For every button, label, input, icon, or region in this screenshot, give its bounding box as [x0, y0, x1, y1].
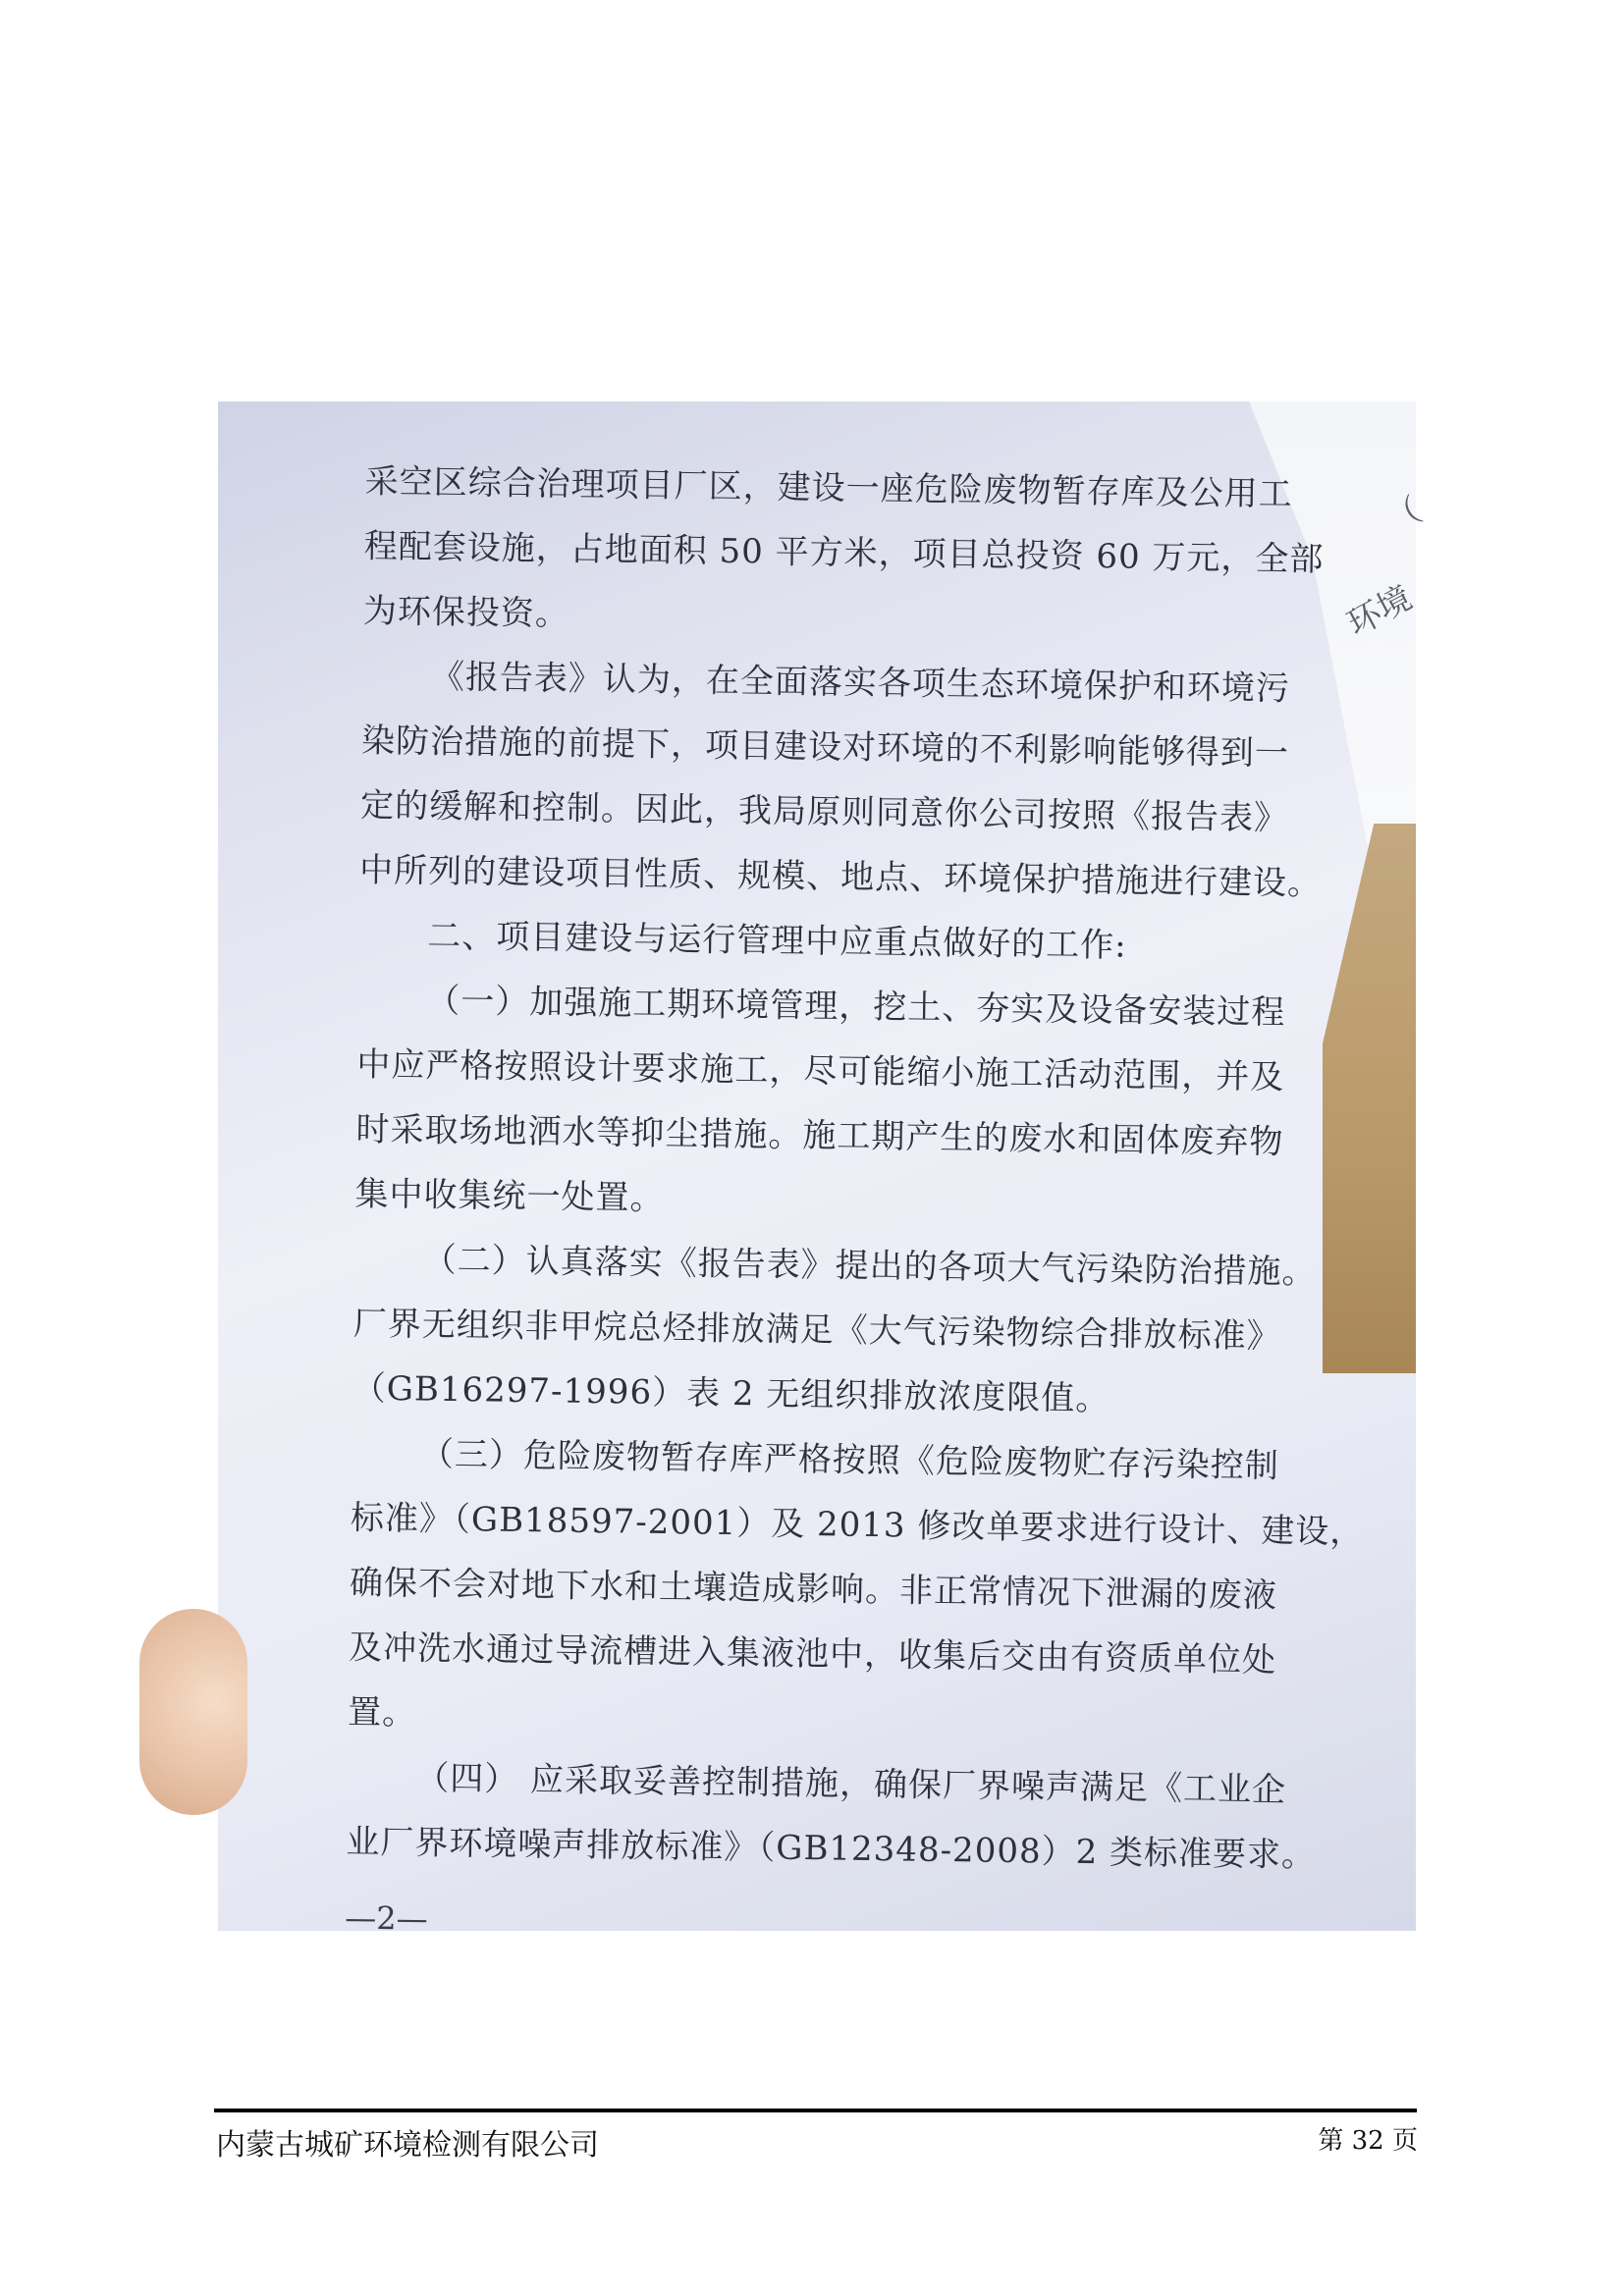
- doc-line: 确保不会对地下水和土壤造成影响。非正常情况下泄漏的废液: [349, 1563, 1278, 1616]
- doc-line: 为环保投资。: [362, 591, 570, 634]
- doc-line: （三）危险废物暂存库严格按照《危险废物贮存污染控制: [419, 1434, 1280, 1486]
- doc-line: 集中收集统一处置。: [354, 1174, 665, 1218]
- doc-line: 及冲洗水通过导流槽进入集液池中，收集后交由有资质单位处: [348, 1628, 1277, 1681]
- doc-line: 标准》（GB18597-2001）及 2013 修改单要求进行设计、建设，: [350, 1498, 1365, 1552]
- doc-line: 程配套设施，占地面积 50 平方米，项目总投资 60 万元，全部: [363, 526, 1325, 580]
- footer-page: 第 32 页: [1318, 2126, 1418, 2156]
- doc-line: 采空区综合治理项目厂区，建设一座危险废物暂存库及公用工: [364, 461, 1293, 514]
- document-bottom: [218, 401, 1416, 1931]
- page-number: —2—: [345, 1898, 428, 1938]
- doc-line: 中所列的建设项目性质、规模、地点、环境保护措施进行建设。: [358, 850, 1323, 904]
- doc-line: 厂界无组织非甲烷总烃排放满足《大气污染物综合排放标准》: [352, 1304, 1281, 1357]
- corner-text-env: 环境: [1340, 578, 1419, 645]
- doc-line: （二）认真落实《报告表》提出的各项大气污染防治措施。: [422, 1240, 1317, 1293]
- doc-line: 二、项目建设与运行管理中应重点做好的工作:: [426, 916, 1127, 966]
- doc-line: 《报告表》认为，在全面落实各项生态环境保护和环境污: [430, 657, 1291, 709]
- doc-line: （一）加强施工期环境管理，挖土、夯实及设备安装过程: [426, 981, 1286, 1033]
- doc-line: 置。: [347, 1692, 417, 1734]
- footer-rule: [214, 2109, 1417, 2112]
- doc-line: 时采取场地洒水等抑尘措施。施工期产生的废水和固体废弃物: [355, 1109, 1284, 1162]
- corner-text-paren: （: [1380, 491, 1429, 542]
- doc-line: 业厂界环境噪声排放标准》（GB12348-2008）2 类标准要求。: [346, 1822, 1317, 1876]
- doc-line: 中应严格按照设计要求施工，尽可能缩小施工活动范围，并及: [356, 1044, 1285, 1097]
- doc-line: （四） 应采取妥善控制措施，确保厂界噪声满足《工业企: [414, 1758, 1287, 1810]
- doc-line: 定的缓解和控制。因此，我局原则同意你公司按照《报告表》: [359, 785, 1289, 838]
- doc-line: 染防治措施的前提下，项目建设对环境的不利影响能够得到一: [360, 721, 1290, 774]
- doc-line: （GB16297-1996）表 2 无组织排放浓度限值。: [352, 1368, 1110, 1419]
- footer-company: 内蒙古城矿环境检测有限公司: [216, 2128, 599, 2163]
